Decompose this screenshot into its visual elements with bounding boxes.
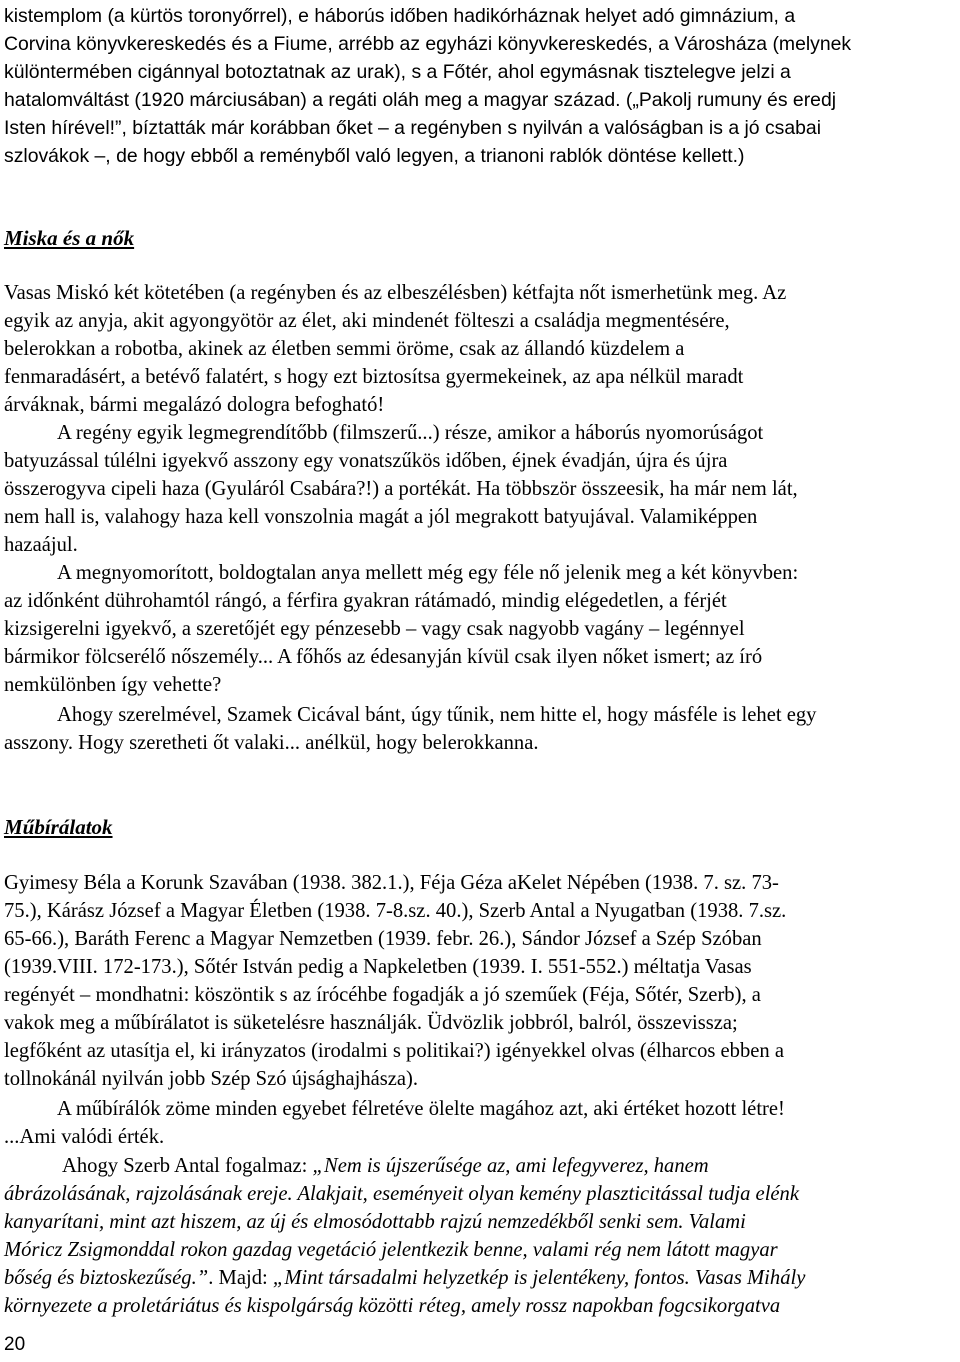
text-line: árváknak, bármi megalázó dologra befogható!: [4, 394, 385, 416]
text-line: összerogyva cipeli haza (Gyuláról Csabára?!) a portékát. Ha többször összeesik, ha már nem lát,: [4, 478, 798, 500]
text-line: nemkülönben így vehette?: [4, 674, 222, 696]
text-line: kistemplom (a kürtös toronyőrrel), e háborús időben hadikórháznak helyet adó gimnázium, a: [4, 5, 796, 27]
text-line: kizsigerelni igyekvő, a szeretőjét egy pénzesebb – vagy csak nagyobb vagány – legénnyel: [4, 618, 745, 640]
text-line: Ahogy szerelmével, Szamek Cicával bánt, úgy tűnik, nem hitte el, hogy másféle is lehet egy: [57, 704, 817, 726]
quote-line: környezete a proletáriátus és kispolgárság közötti réteg, amely rossz napokban fogcsikorgatva: [4, 1295, 781, 1317]
text-run: . Majd:: [208, 1267, 273, 1289]
text-line: hazaájul.: [4, 534, 78, 556]
text-line: vakok meg a műbírálatot is süketelésre használják. Üdvözlik jobbról, balról, összevissza;: [4, 1012, 738, 1034]
text-line: fenmaradásért, a betévő falatért, s hogy ezt biztosítsa gyermekeinek, az apa nélkül maradt: [4, 366, 744, 388]
text-line: az időnként dührohamtól rángó, a férfira gyakran rátámadó, mindig elégedetlen, a férjét: [4, 590, 727, 612]
text-line: bármikor fölcserélő nőszemély... A főhős az édesanyján kívül csak ilyen nőket ismert; az író: [4, 646, 763, 668]
text-line: Vasas Miskó két kötetében (a regényben és az elbeszélésben) kétfajta nőt ismerhetünk meg. Az: [4, 282, 787, 304]
text-line: szlovákok –, de hogy ebből a reményből való legyen, a trianoni rablók döntése kellett.): [4, 145, 745, 167]
text-line: nem hall is, valahogy haza kell vonszolnia magát a jól megrakott batyujával. Valamiképpen: [4, 506, 758, 528]
text-line: asszony. Hogy szeretheti őt valaki... anélkül, hogy belerokkanna.: [4, 732, 539, 754]
text-line: A műbírálók zöme minden egyebet félretéve ölelte magához azt, aki értéket hozott létre!: [57, 1098, 785, 1120]
text-line: A regény egyik legmegrendítőbb (filmszerű...) része, amikor a háborús nyomorúságot: [57, 422, 764, 444]
section-heading: Műbírálatok: [4, 815, 113, 839]
text-line: ...Ami valódi érték.: [4, 1126, 165, 1148]
text-line: hatalomváltást (1920 márciusában) a regáti oláh meg a magyar század. („Pakolj rumuny és eredj: [4, 89, 837, 111]
text-line: Corvina könyvkereskedés és a Fiume, arrébb az egyházi könyvkereskedés, a Városháza (melynek: [4, 33, 852, 55]
section-heading: Miska és a nők: [4, 226, 135, 250]
text-line: [4, 1152, 709, 1180]
text-line: tollnokánál nyilván jobb Szép Szó újsághajhásza).: [4, 1068, 419, 1090]
quote-text: bőség és biztoskezűség.”: [4, 1267, 209, 1289]
text-run: Ahogy Szerb Antal fogalmaz:: [62, 1155, 313, 1177]
text-line: Gyimesy Béla a Korunk Szavában (1938. 382.1.), Féja Géza aKelet Népében (1938. 7. sz. 73-: [4, 872, 779, 894]
text-line: A megnyomorított, boldogtalan anya mellett még egy féle nő jelenik meg a két könyvben:: [57, 562, 799, 584]
page-number: 20: [4, 1334, 26, 1355]
text-line: regényét – mondhatni: köszöntik s az írócéhbe fogadják a jó szeműek (Féja, Sőtér, Szerb), a: [4, 984, 761, 1006]
text-line: (1939.VIII. 172-173.), Sőtér István pedig a Napkeletben (1939. I. 551-552.) méltatja Vasas: [4, 956, 752, 978]
quote-text: „Nem is újszerűsége az, ami lefegyverez, hanem: [312, 1155, 709, 1177]
text-line: 75.), Kárász József a Magyar Életben (1938. 7-8.sz. 40.), Szerb Antal a Nyugatban (1938. 7.sz.: [4, 900, 787, 922]
quote-text: „Mint társadalmi helyzetkép is jelentékeny, fontos. Vasas Mihály: [272, 1267, 806, 1289]
quote-line: Móricz Zsigmonddal rokon gazdag vegetáció jelentkezik benne, valami rég nem látott magyar: [4, 1239, 778, 1261]
text-line: különtermében cigánnyal botoztatnak az urak), s a Főtér, ahol egymásnak tisztelegve jelzi a: [4, 61, 791, 83]
text-line: 65-66.), Baráth Ferenc a Magyar Nemzetben (1939. febr. 26.), Sándor József a Szép Szóban: [4, 928, 762, 950]
text-line: Isten hírével!”, bíztatták már korábban őket – a regényben s nyilván a valóságban is a jó csabai: [4, 117, 822, 139]
text-line: [4, 1264, 805, 1292]
quote-line: ábrázolásának, rajzolásának ereje. Alakjait, eseményeit olyan kemény plaszticitással tudja elénk: [4, 1183, 799, 1205]
quote-line: kanyarítani, mint azt hiszem, az új és elmosódottabb rajzú nemzedékből senki sem. Valami: [4, 1211, 746, 1233]
text-line: belerokkan a robotba, akinek az életben semmi öröme, csak az állandó küzdelem a: [4, 338, 685, 360]
text-line: legfőként az utasítja el, ki irányzatos (irodalmi s politikai?) igényekkel olvas (élharcos ebben a: [4, 1040, 784, 1062]
text-line: egyik az anyja, akit agyongyötör az élet, aki mindenét fölteszi a családja megmentésére,: [4, 310, 730, 332]
text-line: batyuzással túlélni igyekvő asszony egy vonatszűkös időben, éjnek évadján, újra és újra: [4, 450, 728, 472]
